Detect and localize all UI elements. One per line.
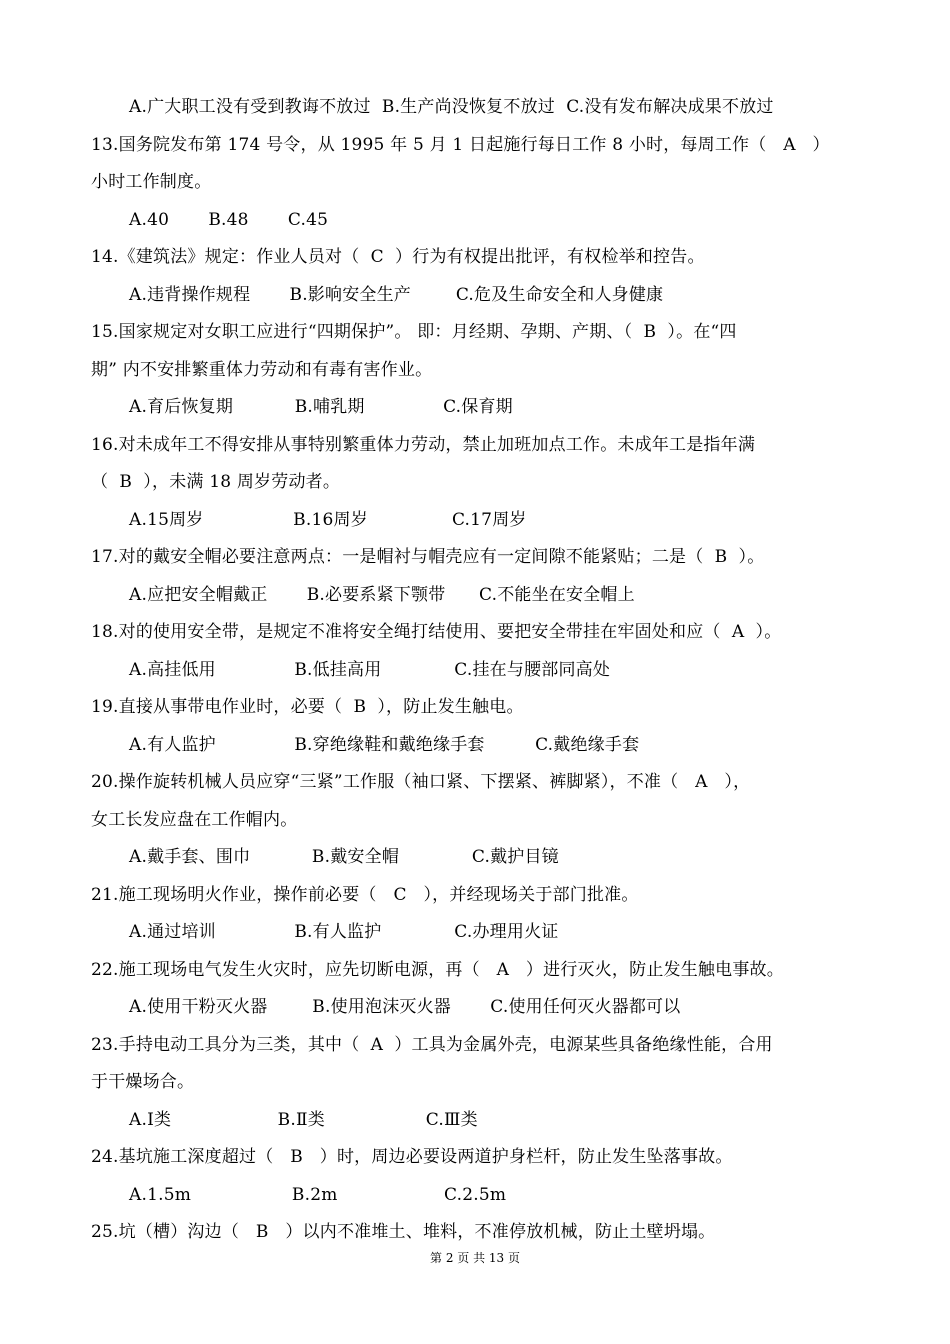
question-23: 23.手持电动工具分为三类，其中（ A ）工具为金属外壳，电源某些具备绝缘性能，合用	[91, 1035, 773, 1055]
text-line: 期” 内不安排繁重体力劳动和有毒有害作业。	[91, 360, 433, 380]
options-17: A.应把安全帽戴正 B.必要系紧下颚带 C.不能坐在安全帽上	[129, 585, 635, 605]
question-17: 17.对的戴安全帽必要注意两点：一是帽衬与帽壳应有一定间隙不能紧贴；二是（ B ）。	[91, 547, 765, 567]
options-22: A.使用干粉灭火器 B.使用泡沫灭火器 C.使用任何灭火器都可以	[129, 997, 681, 1017]
options-15: A.育后恢复期 B.哺乳期 C.保育期	[129, 397, 513, 417]
question-21: 21.施工现场明火作业，操作前必要（ C ），并经现场关于部门批准。	[91, 885, 639, 905]
question-22: 22.施工现场电气发生火灾时，应先切断电源，再（ A ）进行灭火，防止发生触电事故。	[91, 960, 784, 980]
options-23: A.Ⅰ类 B.Ⅱ类 C.Ⅲ类	[129, 1110, 478, 1130]
page-footer: 第 2 页 共 13 页	[430, 1251, 520, 1265]
question-25: 25.坑（槽）沟边（ B ）以内不准堆土、堆料，不准停放机械，防止土壁坍塌。	[91, 1222, 716, 1242]
options-19: A.有人监护 B.穿绝缘鞋和戴绝缘手套 C.戴绝缘手套	[129, 735, 640, 755]
question-16: 16.对未成年工不得安排从事特别繁重体力劳动，禁止加班加点工作。未成年工是指年满	[91, 435, 756, 455]
options-18: A.高挂低用 B.低挂高用 C.挂在与腰部同高处	[129, 660, 611, 680]
text-line: 于干燥场合。	[91, 1072, 195, 1092]
question-20: 20.操作旋转机械人员应穿“三紧”工作服（袖口紧、下摆紧、裤脚紧），不准（ A ），	[91, 772, 751, 792]
options-24: A.1.5m B.2m C.2.5m	[129, 1185, 507, 1205]
question-18: 18.对的使用安全带，是规定不准将安全绳打结使用、要把安全带挂在牢固处和应（ A ）。	[91, 622, 782, 642]
question-13: 13.国务院发布第 174 号令，从 1995 年 5 月 1 日起施行每日工作 8 小时，每周工作（ A ）	[91, 135, 830, 155]
options-13: A.40 B.48 C.45	[129, 210, 329, 230]
text-line: 女工长发应盘在工作帽内。	[91, 810, 298, 830]
options-21: A.通过培训 B.有人监护 C.办理用火证	[129, 922, 559, 942]
options-20: A.戴手套、围巾 B.戴安全帽 C.戴护目镜	[129, 847, 559, 867]
question-14: 14.《建筑法》规定：作业人员对（ C ）行为有权提出批评，有权检举和控告。	[91, 247, 705, 267]
question-24: 24.基坑施工深度超过（ B ）时，周边必要设两道护身栏杆，防止发生坠落事故。	[91, 1147, 733, 1167]
text-line: 小时工作制度。	[91, 172, 212, 192]
text-line: A.广大职工没有受到教诲不放过 B.生产尚没恢复不放过 C.没有发布解决成果不放过	[129, 97, 774, 117]
text-line: （ B ），未满 18 周岁劳动者。	[91, 472, 341, 492]
options-16: A.15周岁 B.16周岁 C.17周岁	[129, 510, 527, 530]
options-14: A.违背操作规程 B.影响安全生产 C.危及生命安全和人身健康	[129, 285, 664, 305]
question-19: 19.直接从事带电作业时，必要（ B ），防止发生触电。	[91, 697, 524, 717]
question-15: 15.国家规定对女职工应进行“四期保护”。 即：月经期、孕期、产期、（ B ）。在“四	[91, 322, 737, 342]
